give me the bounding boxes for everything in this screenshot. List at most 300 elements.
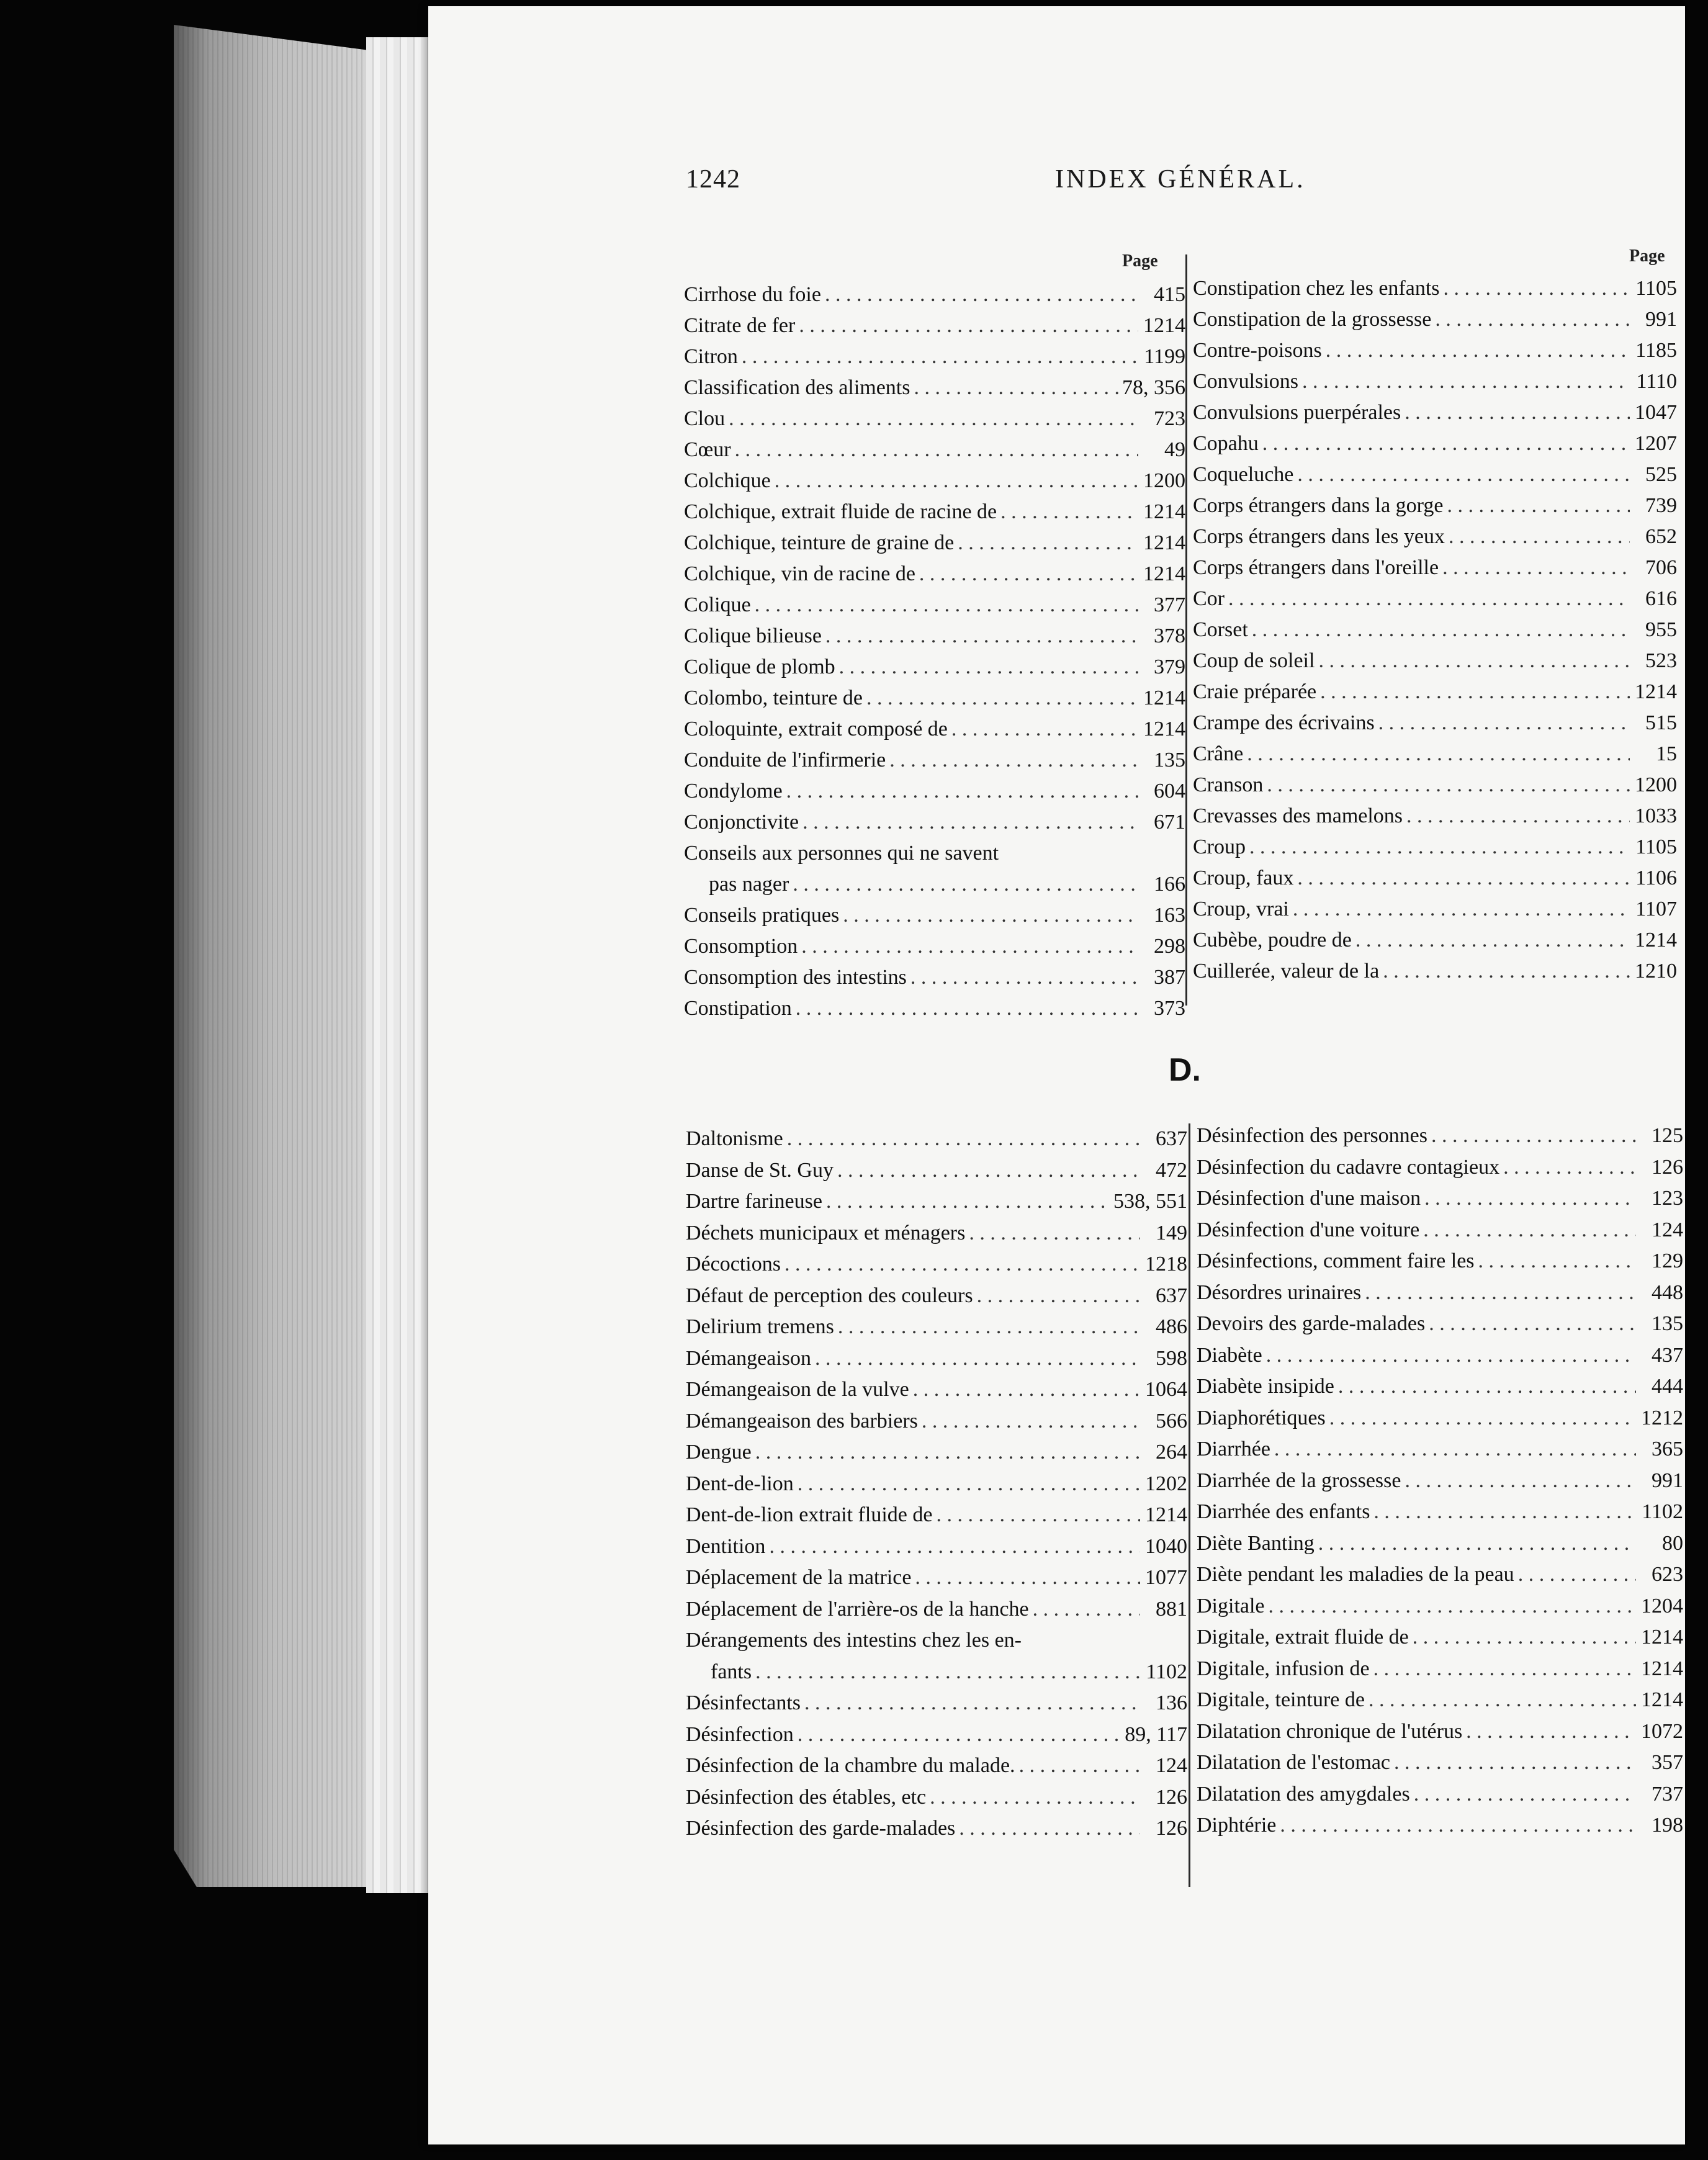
index-entry [1197, 1496, 1683, 1528]
index-term: Colchique, teinture de graine de [684, 531, 955, 554]
index-term: Cuillerée, valeur de la [1193, 960, 1380, 983]
index-entry [1197, 1654, 1683, 1685]
index-entry [686, 1312, 1187, 1343]
index-page-ref: 1214 [1143, 686, 1185, 709]
index-page-ref: 1212 [1641, 1406, 1683, 1429]
index-entry [684, 279, 1185, 310]
index-entry [1193, 863, 1677, 894]
index-page-ref: 15 [1656, 742, 1677, 765]
index-term: Colique de plomb [684, 655, 835, 678]
leader-dots [1338, 1371, 1636, 1402]
index-page-ref: 706 [1645, 556, 1677, 579]
leader-dots [1449, 521, 1630, 552]
index-term: Désinfection de la chambre du malade. [686, 1754, 1015, 1777]
index-entry [1193, 801, 1677, 832]
index-entry [686, 1562, 1187, 1593]
index-page-ref: 955 [1645, 618, 1677, 641]
book-page [428, 6, 1685, 2144]
index-term: Convulsions [1193, 370, 1299, 393]
index-page-ref: 637 [1156, 1127, 1187, 1150]
index-term: Clou [684, 407, 726, 430]
index-term: Désinfection d'une voiture [1197, 1218, 1420, 1241]
leader-dots [837, 1155, 1140, 1186]
leader-dots [742, 341, 1138, 372]
leader-dots [1297, 459, 1630, 490]
index-entry [1197, 1152, 1683, 1183]
index-entry [686, 1594, 1187, 1625]
leader-dots [1378, 708, 1630, 739]
section-letter: D. [1169, 1052, 1201, 1088]
leader-dots [1369, 1685, 1636, 1716]
index-term: Cubèbe, poudre de [1193, 929, 1352, 952]
index-page-ref: 135 [1154, 749, 1185, 772]
index-term: Cor [1193, 587, 1225, 610]
leader-dots [1503, 1152, 1636, 1183]
c-left-column [684, 279, 1185, 1037]
index-term: Dent-de-lion [686, 1472, 794, 1495]
index-entry [1197, 1685, 1683, 1716]
index-entry [1193, 646, 1677, 677]
index-entry [684, 807, 1185, 838]
index-term: Croup, faux [1193, 866, 1294, 889]
index-entry [1197, 1403, 1683, 1434]
index-term: Diphtérie [1197, 1814, 1277, 1837]
leader-dots [951, 714, 1138, 745]
index-page-ref: 1077 [1145, 1566, 1187, 1589]
leader-dots [1274, 1434, 1636, 1465]
index-term: Désordres urinaires [1197, 1280, 1362, 1304]
index-term: Colchique, vin de racine de [684, 562, 915, 585]
index-page-ref: 1033 [1635, 804, 1677, 827]
index-page-ref: 1214 [1641, 1657, 1683, 1680]
leader-dots [1447, 490, 1630, 521]
index-page-ref: 604 [1154, 780, 1185, 803]
index-entry [1197, 1810, 1683, 1841]
index-term: Désinfection d'une maison [1197, 1187, 1421, 1210]
index-page-ref: 1214 [1635, 929, 1677, 952]
leader-dots [815, 1343, 1140, 1374]
c-right-column [1193, 273, 1677, 1018]
index-term: Démangeaison des barbiers [686, 1409, 918, 1433]
leader-dots [1423, 1215, 1636, 1246]
leader-dots [1033, 1594, 1140, 1625]
index-page-ref: 1207 [1635, 432, 1677, 455]
index-page-ref: 387 [1154, 966, 1185, 989]
running-title: INDEX GÉNÉRAL. [1055, 165, 1306, 194]
leader-dots [826, 1186, 1110, 1217]
index-entry [1197, 1716, 1683, 1747]
index-term: Colchique, extrait fluide de racine de [684, 500, 997, 523]
index-term: Dérangements des intestins chez les en- [686, 1629, 1022, 1652]
leader-dots [1262, 428, 1630, 459]
leader-dots [755, 1657, 1140, 1688]
index-entry [1197, 1591, 1683, 1622]
index-entry [1197, 1277, 1683, 1308]
col-page-label-left: Page [1122, 251, 1158, 271]
leader-dots [919, 559, 1138, 590]
index-page-ref: 264 [1156, 1441, 1187, 1464]
index-page-ref: 444 [1652, 1375, 1683, 1398]
index-entry [686, 1750, 1187, 1781]
index-entry [1193, 956, 1677, 987]
index-page-ref: 991 [1645, 308, 1677, 331]
leader-dots [1019, 1750, 1140, 1781]
leader-dots [1373, 1496, 1636, 1528]
index-term: Colombo, teinture de [684, 686, 863, 709]
index-page-ref: 89, 117 [1125, 1722, 1187, 1746]
index-term: Constipation de la grossesse [1193, 308, 1432, 331]
leader-dots [1326, 335, 1630, 366]
index-page-ref: 78, 356 [1122, 376, 1185, 399]
index-page-ref: 1102 [1146, 1660, 1187, 1683]
index-entry [1193, 521, 1677, 552]
index-entry [686, 1469, 1187, 1500]
leader-dots [1320, 677, 1630, 708]
leader-dots [1365, 1277, 1636, 1308]
leader-dots [804, 1688, 1140, 1719]
index-term: Déplacement de la matrice [686, 1566, 912, 1589]
index-page-ref: 1199 [1144, 345, 1185, 368]
index-term: Corps étrangers dans la gorge [1193, 494, 1444, 517]
index-entry [684, 621, 1185, 652]
index-page-ref: 379 [1154, 655, 1185, 678]
index-page-ref: 129 [1652, 1249, 1683, 1272]
index-entry [686, 1186, 1187, 1217]
leader-dots [1442, 552, 1630, 583]
index-term: Décoctions [686, 1253, 781, 1276]
index-entry [1197, 1747, 1683, 1778]
index-page-ref: 163 [1154, 904, 1185, 927]
index-entry [1193, 366, 1677, 397]
index-page-ref: 1214 [1641, 1626, 1683, 1649]
leader-dots [1280, 1810, 1636, 1841]
index-entry [1197, 1183, 1683, 1214]
index-page-ref: 135 [1652, 1312, 1683, 1335]
index-page-ref: 1202 [1145, 1472, 1187, 1495]
index-term: Conjonctivite [684, 811, 799, 834]
leader-dots [914, 372, 1119, 403]
leader-dots [838, 1312, 1140, 1343]
index-page-ref: 357 [1652, 1751, 1683, 1774]
leader-dots [798, 1719, 1121, 1750]
index-page-ref: 566 [1156, 1409, 1187, 1433]
index-term: Digitale, teinture de [1197, 1688, 1365, 1711]
col-page-label-right: Page [1629, 246, 1665, 266]
leader-dots [775, 466, 1138, 497]
index-entry [684, 341, 1185, 372]
index-entry [686, 1249, 1187, 1280]
index-term: Colique bilieuse [684, 624, 822, 647]
index-entry [686, 1218, 1187, 1249]
index-page-ref: 126 [1156, 1817, 1187, 1840]
leader-dots [796, 993, 1138, 1024]
index-page-ref: 1214 [1641, 1688, 1683, 1711]
index-entry [686, 1123, 1187, 1154]
leader-dots [801, 931, 1138, 962]
index-term: Constipation chez les enfants [1193, 277, 1440, 300]
leader-dots [1252, 614, 1630, 646]
index-page-ref: 637 [1156, 1284, 1187, 1307]
index-entry [1193, 739, 1677, 770]
leader-dots [1413, 1622, 1636, 1653]
leader-dots [1269, 1591, 1636, 1622]
leader-dots [1266, 1340, 1636, 1371]
index-page-ref: 377 [1154, 593, 1185, 616]
index-entry [684, 559, 1185, 590]
index-term: Défaut de perception des couleurs [686, 1284, 973, 1307]
index-term: Conseils pratiques [684, 904, 840, 927]
index-term: Delirium tremens [686, 1315, 834, 1338]
index-entry [1197, 1371, 1683, 1402]
leader-dots [839, 652, 1138, 683]
index-entry [1193, 397, 1677, 428]
index-term: Démangeaison [686, 1346, 812, 1370]
index-term: Déchets municipaux et ménagers [686, 1221, 966, 1244]
index-page-ref: 991 [1652, 1469, 1683, 1492]
index-entry [684, 372, 1185, 403]
d-left-column [686, 1123, 1187, 1868]
index-term: Désinfection des étables, etc [686, 1785, 927, 1809]
index-entry [1193, 335, 1677, 366]
leader-dots [1355, 925, 1630, 956]
leader-dots [969, 1218, 1140, 1249]
index-page-ref: 378 [1154, 624, 1185, 647]
index-term: Corps étrangers dans les yeux [1193, 525, 1445, 548]
index-term: Croup, vrai [1193, 898, 1289, 920]
leader-dots [755, 1437, 1140, 1468]
index-entry [1193, 304, 1677, 335]
leader-dots [825, 621, 1138, 652]
index-page-ref: 373 [1154, 997, 1185, 1020]
index-page-ref: 737 [1652, 1782, 1683, 1806]
leader-dots [913, 1374, 1140, 1405]
leader-dots [799, 310, 1138, 341]
index-entry [684, 993, 1185, 1024]
index-page-ref: 1214 [1143, 718, 1185, 740]
leader-dots [958, 528, 1138, 559]
leader-dots [1297, 863, 1630, 894]
leader-dots [729, 403, 1138, 434]
index-entry [686, 1813, 1187, 1844]
index-page-ref: 623 [1652, 1563, 1683, 1586]
index-page-ref: 198 [1652, 1814, 1683, 1837]
leader-dots [1329, 1403, 1636, 1434]
index-page-ref: 486 [1156, 1315, 1187, 1338]
index-entry [684, 652, 1185, 683]
leader-dots [1405, 397, 1630, 428]
index-term: Condylome [684, 780, 783, 803]
index-page-ref: 437 [1652, 1343, 1683, 1367]
index-entry [684, 869, 1185, 900]
index-page-ref: 1214 [1143, 500, 1185, 523]
leader-dots [1394, 1747, 1636, 1778]
index-entry [1197, 1246, 1683, 1277]
index-page-ref: 1204 [1641, 1594, 1683, 1618]
index-entry [684, 714, 1185, 745]
leader-dots [910, 962, 1138, 993]
index-page-ref: 124 [1652, 1218, 1683, 1241]
index-term: Consomption des intestins [684, 966, 907, 989]
d-right-column [1197, 1120, 1683, 1865]
index-term: Diabète [1197, 1343, 1262, 1367]
index-term: Citron [684, 345, 738, 368]
index-page-ref: 1047 [1635, 401, 1677, 424]
index-page-ref: 149 [1156, 1221, 1187, 1244]
index-term: Dilatation de l'estomac [1197, 1751, 1391, 1774]
index-entry [1193, 459, 1677, 490]
index-page-ref: 49 [1164, 438, 1185, 461]
index-term: Dilatation chronique de l'utérus [1197, 1719, 1463, 1743]
index-term: Désinfection des personnes [1197, 1124, 1428, 1147]
index-entry [684, 434, 1185, 466]
index-page-ref: 298 [1154, 935, 1185, 958]
index-page-ref: 125 [1652, 1124, 1683, 1147]
leader-dots [930, 1782, 1140, 1813]
index-term: Dentition [686, 1534, 766, 1558]
index-page-ref: 1064 [1145, 1378, 1187, 1401]
index-page-ref: 523 [1645, 649, 1677, 672]
leader-dots [1000, 497, 1138, 528]
index-entry [1193, 490, 1677, 521]
leader-dots [1293, 894, 1630, 925]
leader-dots [1478, 1246, 1636, 1277]
index-entry [686, 1719, 1187, 1750]
index-term: Classification des aliments [684, 376, 910, 399]
index-entry [686, 1657, 1187, 1688]
index-term: Désinfections, comment faire les [1197, 1249, 1475, 1272]
index-entry [1193, 925, 1677, 956]
index-term: Diète Banting [1197, 1531, 1315, 1555]
index-page-ref: 1107 [1635, 898, 1677, 920]
index-page-ref: 1214 [1145, 1503, 1187, 1526]
index-term: Constipation [684, 997, 792, 1020]
index-entry [686, 1374, 1187, 1405]
index-term: Devoirs des garde-malades [1197, 1312, 1426, 1335]
index-term: Démangeaison de la vulve [686, 1378, 909, 1401]
index-entry [684, 776, 1185, 807]
index-entry [1193, 770, 1677, 801]
index-entry [684, 931, 1185, 962]
index-page-ref: 1214 [1635, 680, 1677, 703]
index-entry [1197, 1622, 1683, 1653]
index-entry [1193, 894, 1677, 925]
leader-dots [784, 1249, 1140, 1280]
leader-dots [936, 1500, 1140, 1531]
index-page-ref: 1105 [1635, 835, 1677, 858]
leader-dots [915, 1562, 1140, 1593]
index-entry [1197, 1559, 1683, 1590]
index-page-ref: 616 [1645, 587, 1677, 610]
index-page-ref: 881 [1156, 1597, 1187, 1621]
index-entry [1197, 1465, 1683, 1496]
index-term: Digitale [1197, 1594, 1265, 1618]
leader-dots [1249, 832, 1630, 863]
index-term: Daltonisme [686, 1127, 783, 1150]
leader-dots [1444, 273, 1630, 304]
page-number: 1242 [686, 165, 740, 194]
index-term: Corset [1193, 618, 1248, 641]
leader-dots [843, 900, 1138, 931]
index-term: Consomption [684, 935, 798, 958]
index-term: Cranson [1193, 773, 1264, 796]
index-term: Diarrhée de la grossesse [1197, 1469, 1401, 1492]
index-page-ref: 124 [1156, 1754, 1187, 1777]
index-entry [684, 497, 1185, 528]
index-term: Dilatation des amygdales [1197, 1782, 1410, 1806]
index-page-ref: 538, 551 [1113, 1190, 1187, 1213]
index-page-ref: 1106 [1635, 866, 1677, 889]
index-term: Digitale, extrait fluide de [1197, 1626, 1409, 1649]
index-entry [686, 1625, 1187, 1656]
leader-dots [922, 1406, 1140, 1437]
index-entry [684, 683, 1185, 714]
leader-dots [755, 590, 1138, 621]
index-term: pas nager [709, 873, 789, 896]
index-page-ref: 671 [1154, 811, 1185, 834]
index-term: Digitale, infusion de [1197, 1657, 1370, 1680]
index-page-ref: 80 [1662, 1531, 1683, 1555]
column-rule-c [1185, 254, 1187, 1006]
index-entry [1193, 708, 1677, 739]
index-entry [684, 900, 1185, 931]
leader-dots [769, 1531, 1140, 1562]
index-page-ref: 1040 [1145, 1534, 1187, 1558]
index-entry [1197, 1120, 1683, 1151]
leader-dots [802, 807, 1138, 838]
index-page-ref: 652 [1645, 525, 1677, 548]
column-rule-d [1189, 1123, 1190, 1887]
index-page-ref: 525 [1645, 463, 1677, 486]
index-page-ref: 1214 [1143, 562, 1185, 585]
index-page-ref: 1102 [1642, 1500, 1683, 1523]
leader-dots [1429, 1308, 1636, 1339]
index-entry [686, 1155, 1187, 1186]
index-page-ref: 448 [1652, 1280, 1683, 1304]
index-term: Diarrhée des enfants [1197, 1500, 1370, 1523]
index-term: Crevasses des mamelons [1193, 804, 1403, 827]
index-term: Diète pendant les maladies de la peau [1197, 1563, 1514, 1586]
index-page-ref: 166 [1154, 873, 1185, 896]
index-entry [1193, 428, 1677, 459]
index-entry [684, 528, 1185, 559]
index-term: Copahu [1193, 432, 1259, 455]
index-entry [1193, 832, 1677, 863]
index-term: Crâne [1193, 742, 1244, 765]
index-term: Désinfection du cadavre contagieux [1197, 1155, 1500, 1179]
index-term: Croup [1193, 835, 1246, 858]
leader-dots [1318, 1528, 1636, 1559]
index-term: Diaphorétiques [1197, 1406, 1326, 1429]
index-entry [684, 466, 1185, 497]
index-entry [684, 403, 1185, 434]
index-entry [686, 1500, 1187, 1531]
leader-dots [1431, 1120, 1636, 1151]
index-page-ref: 1214 [1143, 531, 1185, 554]
index-term: Désinfection des garde-malades [686, 1817, 956, 1840]
index-term: Dent-de-lion extrait fluide de [686, 1503, 933, 1526]
index-page-ref: 723 [1154, 407, 1185, 430]
leader-dots [889, 745, 1138, 776]
leader-dots [977, 1280, 1140, 1312]
index-page-ref: 1200 [1143, 469, 1185, 492]
leader-dots [787, 1123, 1140, 1154]
index-entry [684, 310, 1185, 341]
index-entry [684, 962, 1185, 993]
index-entry [1197, 1308, 1683, 1339]
index-page-ref: 1214 [1143, 314, 1185, 337]
index-term: fants [711, 1660, 752, 1683]
index-entry [1197, 1340, 1683, 1371]
